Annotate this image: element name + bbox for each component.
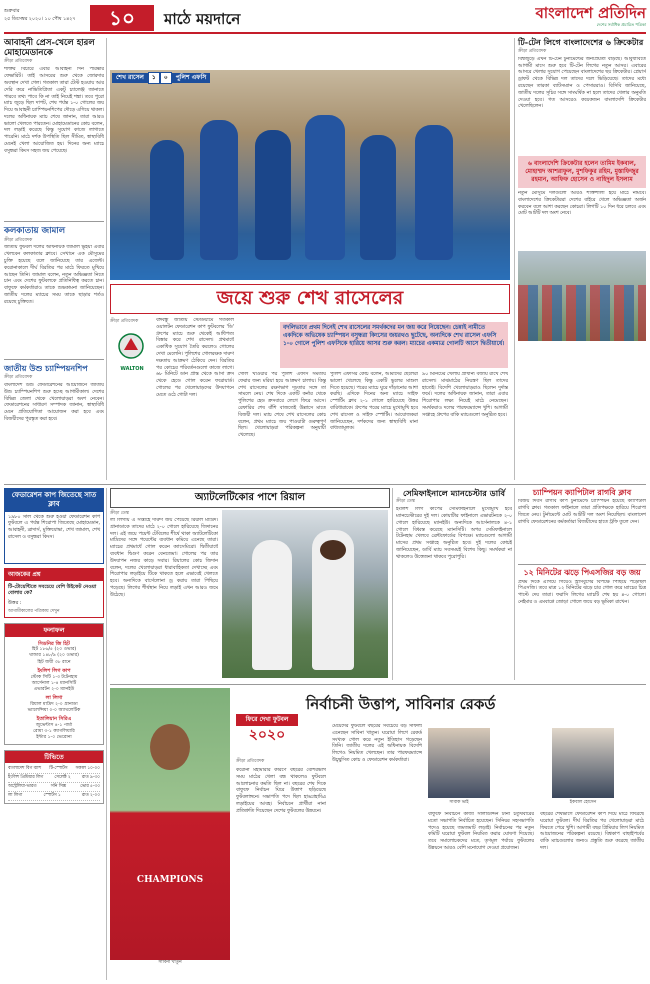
- quiz-box: [4, 568, 104, 618]
- score-away: ০: [160, 72, 172, 84]
- sponsor-name: WALTON: [120, 366, 144, 372]
- score-home: ১: [148, 72, 160, 84]
- issue-date: ২৫ ডিসেম্বর ২০২০। ১০ পৌষ ১৪২৭: [4, 17, 76, 22]
- fedcup-box-title: ফেডারেশন কাপ জিতেছে সাত ক্লাব: [4, 488, 104, 512]
- tv-row: [8, 783, 100, 792]
- feature-credit: ক্রীড়া প্রতিবেদক: [236, 759, 265, 764]
- tv-cell: ইংলিশ প্রিমিয়ার লিগ: [8, 775, 44, 781]
- feature-col-3: বাফুফে নির্বাচনে কাজী সালাউদ্দিন টানা চতুর্থবারের মতো সভাপতি নির্বাচিত হয়েছেন। সিনিয়র সহসভাপতি পদেও হয়েছে জমজমাট লড়াই। নির্বাচনের পর নতুন কমিটি ঘরোয়া ফুটবল নিয়মিত করার ঘোষণা দিয়েছে। তবে সমালোচকদের মতে, তৃণমূল পর্যায়ে ফুটবলের উন্নয়নে আরও বেশি মনোযোগ দেওয়া প্রয়োজন।: [428, 812, 534, 851]
- badge-year: ২০২০: [248, 727, 286, 744]
- lead-photo-celebration: [110, 70, 510, 280]
- article-t10-body-2: নতুন মৌসুমে দলগুলো আরও শক্তিশালী হয়ে মাঠে নামবে। বাংলাদেশের ক্রিকেটাররা দেশের বাইরে খেলে অভিজ্ঞতা অর্জন করবেন বলে আশা করছেন কোচরা। লিগটি ১০ দিন ধরে চলবে এবং মোট আটটি দল অংশ নেবে।: [518, 191, 646, 217]
- article-abahani-title: আবাহনী প্রেস-খেলে হারল মোহামেডানকে: [4, 38, 95, 59]
- results-line: থান্ডার ১৪৮/৯ (২০ ওভার): [29, 653, 79, 659]
- quiz-answer-label: উত্তর :: [8, 600, 22, 607]
- article-jamal-body: জাতীয় ফুটবল দলের অধিনায়ক জামাল ভূঁইয়া এবার খেলবেন কলকাতার ক্লাবে। সেখানে এক মৌসুমের চুক্তি হয়েছে বলে জানিয়েছে তার এজেন্ট। করোনাকালে দীর্ঘ বিরতির পর মাঠে ফিরতে মুখিয়ে আছেন তিনি। জামাল বলেন, নতুন অভিজ্ঞতা নিতে চান এবং দেশের ফুটবলকে প্রতিনিধিত্ব করতে চান। বাফুফে কর্মকর্তারাও তাকে শুভকামনা জানিয়েছেন। জাতীয় দলের ম্যাচের সময় তাকে ছাড়ার শর্তও রয়েছে চুক্তিতে।: [4, 245, 104, 305]
- psg-title: ১২ মিনিটের ঝড়ে পিএসজির বড় জয়: [523, 568, 641, 578]
- results-group-title: লা লিগা: [45, 695, 63, 702]
- lead-col-4: ৯০ মিনিটের খেলায় প্রাধান্য বজায় রাখে শেখ রাসেল। মাঝমাঠের নিয়ন্ত্রণ ছিল তাদের হাতেই। বিদেশি খেলোয়াড়রাও ছিলেন দুর্দান্ত ফর্মে। দলের অধিনায়ক জানান, তারা এবার শিরোপার লক্ষ্য নিয়েই মাঠে নেমেছেন। সমর্থকরাও দলের পারফরম্যান্সে খুশি। আগামী সপ্তাহে গ্রুপের বাকি ম্যাচগুলো অনুষ্ঠিত হবে।: [422, 372, 508, 418]
- real-credit: ক্রীড়া ডেস্ক: [110, 511, 129, 516]
- tv-row: [8, 765, 100, 774]
- left-column: [4, 38, 104, 480]
- score-away-team: পুলিশ এফসি: [172, 73, 211, 83]
- results-groups: [5, 637, 103, 744]
- article-t10-credit: ক্রীড়া প্রতিবেদক: [518, 48, 547, 54]
- rugby-title: চ্যাম্পিয়ন ক্যাপিটাল রাগবি ক্লাব: [532, 488, 632, 497]
- psg-body: প্রথম দিকে এগিয়ে গিয়েও স্ট্রাসবুর্গের বিপক্ষে পিছিয়ে পড়েছিল পিএসজি। তবে মাত্র ১২ মিনিটের ঝড়ে চার গোল করে ম্যাচের চিত্র পাল্টে দেয় তারা। ফরাসি লিগের ম্যাচটি শেষ হয় ৪-০ গোলে। নেইমার ও এমবাপ্পে জোড়া গোলে জয়ে বড় ভূমিকা রাখেন।: [518, 579, 646, 606]
- fedcup-box-body: ১৯৮০ সাল থেকে শুরু হওয়া ফেডারেশন কাপ ফুটবলে এ পর্যন্ত শিরোপা জিতেছে মোহামেডান, আবাহনী, ব্রাদার্স, মুক্তিযোদ্ধা, শেখ জামাল, শেখ রাসেল ও বসুন্ধরা কিংস।: [4, 512, 104, 564]
- rugby-body: বিজয় দিবস রাগবি কাপ টুর্নামেন্টে চ্যাম্পিয়ন হয়েছে ক্যাপিটাল রাগবি ক্লাব। গতকাল ফাইনালে তারা প্রতিপক্ষকে হারিয়ে শিরোপা জিতে নেয়। টুর্নামেন্টে মোট আটটি দল অংশ নিয়েছিল। বাংলাদেশ রাগবি ফেডারেশনের কর্মকর্তারা বিজয়ীদের হাতে ট্রফি তুলে দেন।: [518, 499, 646, 525]
- tv-row: [8, 774, 100, 783]
- right-lower-column: [518, 488, 646, 680]
- feature-headline: নির্বাচনী উত্তাপ, সাবিনার রেকর্ড: [306, 695, 496, 713]
- caption-sabina: সাবিনা খাতুন: [158, 960, 182, 965]
- tv-row: [8, 792, 100, 801]
- semifinal-article: [396, 488, 512, 680]
- tv-rows: [5, 763, 103, 802]
- section-title: মাঠে ময়দানে: [164, 10, 241, 28]
- article-wushu-credit: ক্রীড়া প্রতিবেদক: [4, 375, 33, 381]
- players-silhouettes: [130, 110, 490, 270]
- real-headline: অ্যাটলেটিকোর পাশে রিয়াল: [110, 488, 390, 508]
- results-line: হিট জয়ী ৩৮ রানে: [37, 659, 71, 665]
- portrait-1: [428, 728, 490, 798]
- results-line: ভ্যালেন্সিয়া ০-০ অ্যাথলেটিক: [27, 708, 81, 714]
- article-jamal-credit: ক্রীড়া প্রতিবেদক: [4, 237, 33, 243]
- results-line: রোমা ৩-১ ক্যাগলিয়ারি: [33, 729, 75, 735]
- tv-cell: স্পোর্টস ১: [43, 792, 61, 798]
- lead-col-3: পুলিশ এফসির কোচ বলেন, আমাদের ছেলেরা ভালো খেলেছে কিন্তু একটি ভুলের মাশুল দিতে হয়েছে। পরের ম্যাচে ঘুরে দাঁড়ানোর আশা করছি। এদিকে দিনের অন্য ম্যাচে সাইফ স্পোর্টিং ক্লাব ২-১ গোলে হারিয়েছে উত্তর বারিধারাকে। গ্রুপের পরের ম্যাচে মুখোমুখি হবে শেখ রাসেল ও সাইফ স্পোর্টিং। আয়োজকরা জানিয়েছেন, দর্শকদের জন্য স্বাস্থ্যবিধি মানা বাধ্যতামূলক।: [330, 372, 418, 432]
- tv-cell: রাত ৯-৩০: [81, 775, 100, 781]
- results-title: ফলাফল: [5, 624, 103, 637]
- score-tag: [112, 72, 210, 84]
- issue-day: শুক্রবার: [4, 8, 20, 14]
- tv-box: [4, 750, 104, 804]
- results-line: ইন্টার ১-০ ভেরোনা: [36, 735, 72, 741]
- page-number: ১০: [90, 5, 154, 31]
- results-line: এভারটন ২-০ ম্যানইউ: [33, 686, 75, 692]
- tv-cell: লা লিগা: [8, 792, 23, 798]
- results-line: স্টোক সিটি ১-৩ টটেনহাম: [30, 674, 78, 680]
- feature-col-1: করোনা মহামারীর কারণে বছরের বেশিরভাগ সময় মাঠের খেলা বন্ধ থাকলেও ফুটবলে আলোচনার কমতি ছিল না। বছরের শেষ দিকে বাফুফে নির্বাচন ঘিরে উত্তাপ ছড়িয়েছে ফুটবলাঙ্গনে। সভাপতি পদে ছিল হাড্ডাহাড্ডি লড়াইয়ের আবহ। নির্বাচনে প্রার্থীরা নানা প্রতিশ্রুতি দিয়েছেন দেশের ফুটবলের উন্নয়নে।: [236, 768, 326, 814]
- tv-cell: সনি সিক্স: [50, 783, 66, 789]
- brand-logo: [504, 4, 646, 32]
- real-madrid-article: [110, 488, 390, 680]
- caption-portrait-1: সাবাক ভাই: [449, 800, 469, 805]
- article-abahani-credit: ক্রীড়া প্রতিবেদক: [4, 59, 33, 65]
- lead-col-2: গোল খাওয়ার পর পুলিশ এফসি সমতায় ফেরার জন্য মরিয়া হয়ে আক্রমণ চালায়। কিন্তু শেখ রাসেলের রক্ষণভাগ দৃঢ়তার সঙ্গে তা সামলে নেয়। শেষ দিকে একটি কর্নার থেকে পুলিশের হেড ক্রসবারে লেগে ফিরে আসে। রেফারির শেষ বাঁশি বাজতেই উল্লাসে মাতে বিজয়ী দল। ম্যাচ শেষে শেখ রাসেলের কোচ বলেন, প্রথম ম্যাচে জয় পাওয়াটা গুরুত্বপূর্ণ ছিল। খেলোয়াড়রা পরিকল্পনা অনুযায়ী খেলেছে।: [238, 372, 326, 439]
- quiz-note: আগামীকালের পত্রিকায় দেখুন: [8, 608, 60, 614]
- badge-top: ফিরে দেখা ফুটবল: [236, 714, 298, 726]
- score-home-team: শেখ রাসেল: [112, 73, 148, 83]
- lead-article: [110, 318, 510, 480]
- semifinal-title: সেমিফাইনালে ম্যানচেস্টার ডার্বি: [402, 488, 506, 498]
- semifinal-body: ইংলিশ লিগ কাপের সেমিফাইনালে মুখোমুখি হবে ম্যানচেস্টারের দুই দল। কোয়ার্টার ফাইনালে এভারটনকে ২-০ গোলে হারিয়েছে ম্যানইউ। অন্যদিকে আর্সেনালকে ৪-১ গোলে বিধ্বস্ত করেছে ম্যানসিটি। অপর সেমিফাইনালে টটেনহাম খেলবে ব্রেন্টফোর্ডের বিপক্ষে। ম্যাচগুলো আগামী মাসের প্রথম সপ্তাহে অনুষ্ঠিত হবে। দুই দলের কোচই জানিয়েছেন, ডার্বি ম্যাচ সবসময়ই বিশেষ কিছু। সমর্থকরা না থাকলেও উত্তেজনা থাকবে পুরোপুরি।: [396, 507, 512, 560]
- results-group-title: সিডনির জি হিট: [38, 640, 70, 647]
- walton-federation-cup-logo: [112, 330, 150, 368]
- lead-col-1: বঙ্গবন্ধু জাতীয় স্টেডিয়ামে গতকাল ওয়ালটন ফেডারেশন কাপ ফুটবলের 'ডি' গ্রুপের ম্যাচে শুরু থেকেই আধিপত্য বিস্তার করে শেখ রাসেল। প্রথমার্ধে একাধিক সুযোগ তৈরি করলেও গোলের দেখা মেলেনি। পুলিশের গোলরক্ষক দারুণ দক্ষতায় আক্রমণ ঠেকিয়ে দেন। বিরতির পর কোচের পরিবর্তনগুলো কাজে লাগে। ৬৮ মিনিটে ডান প্রান্ত থেকে আসা ক্রস থেকে হেডে গোল করেন ফরোয়ার্ড। গোলের পর খেলোয়াড়দের উদযাপনে মেতে ওঠে গোটা দল।: [156, 318, 234, 398]
- feature-col-4: বছরের শেষভাগে ফেডারেশন কাপ দিয়ে মাঠে ফিরেছে ঘরোয়া ফুটবল। দীর্ঘ বিরতির পর খেলোয়াড়রা মাঠে ফিরতে পেরে খুশি। আগামী বছর প্রিমিয়ার লিগ নিয়মিত আয়োজনের পরিকল্পনা রয়েছে। বিশ্বকাপ বাছাইপর্বের বাকি ম্যাচগুলোর জন্যও প্রস্তুতি শুরু করেছে জাতীয় দল।: [540, 812, 644, 851]
- lead-intro: বদলিভাবে প্রথম দিনেই শেখ রাসেলের সমর্থকদের মন জয় করে নিয়েছেন। চেন্নাই নামীতে একদিকে অভিষেক চ্যাম্পিয়ন বসুন্ধরা কিংসের জয়রথও ছুটেছে, অন্যদিকে শেখ রাসেল এফসি ১-০ গোলে পুলিশ এফসিকে হারিয়ে আসর শুরু করল। ম্যাচের একমাত্র গোলটি আসে দ্বিতীয়ার্ধে।: [280, 322, 508, 368]
- article-wushu-body: বাংলাদেশ উশু ফেডারেশনের আয়োজনে জাতীয় উশু চ্যাম্পিয়নশিপ শুরু হচ্ছে আগামীকাল। দেশের বিভিন্ন জেলা থেকে খেলোয়াড়রা অংশ নেবেন। ফেডারেশনের সাধারণ সম্পাদক জানান, স্বাস্থ্যবিধি মেনে প্রতিযোগিতা আয়োজন করা হবে এবং বিজয়ীদের পুরস্কৃত করা হবে।: [4, 382, 104, 422]
- lead-credit: ক্রীড়া প্রতিবেদক: [110, 319, 139, 324]
- tv-cell: অস্ট্রেলিয়া-ভারত: [8, 783, 37, 789]
- tv-cell: বাংলাদেশ বিগ ব্যাশ: [8, 766, 42, 772]
- sabina-photo: CHAMPIONS সাবিনা খাতুন: [110, 688, 230, 968]
- results-line: আর্সেনাল ১-৪ ম্যানসিটি: [31, 680, 77, 686]
- semifinal-credit: ক্রীড়া ডেস্ক: [396, 499, 415, 505]
- results-box: [4, 623, 104, 745]
- tv-cell: সকাল ১০-০০: [75, 766, 100, 772]
- article-jamal-title: কলকাতায় জামাল: [4, 226, 66, 237]
- tv-cell: টি-স্পোর্টস: [49, 766, 68, 772]
- quiz-question: টি-টোয়েন্টিতে সবচেয়ে বেশি উইকেট নেওয়া বোলার কে?: [8, 583, 97, 597]
- results-line: হিট ১৮৬/৫ (২০ ওভার): [31, 647, 77, 653]
- real-players-photo: [222, 510, 388, 678]
- article-t10-body: বিশ্বজুড়ে এখন টি-টেন টুর্নামেন্টের জনপ্রিয়তা বাড়ছে। আবুধাবিতে আগামী মাসে শুরু হবে টি-টেন লিগের নতুন আসর। এবারের আসরে খেলার সুযোগ পেয়েছেন বাংলাদেশের ছয় ক্রিকেটার। প্লেয়ার্স ড্রাফট থেকে বিভিন্ন দল তাদের দলে ভিড়িয়েছে। তাদের মধ্যে রয়েছেন তারকা ব্যাটসম্যান ও পেসাররাও। বিসিবি জানিয়েছে, জাতীয় দলের সূচির সঙ্গে সাংঘর্ষিক না হলে তাদের খেলার অনুমতি দেওয়া হবে। গত আসরেও কয়েকজন বাংলাদেশি ক্রিকেটার খেলেছিলেন।: [518, 56, 646, 110]
- quiz-title: আজকের প্রশ্ন: [5, 569, 103, 581]
- results-group-title: ইতালিয়ান সিরিএ: [36, 716, 72, 723]
- brand-name: বাংলাদেশ প্রতিদিন: [535, 4, 646, 22]
- caption-portrait-2: ইকবাল হোসেন: [569, 800, 597, 805]
- left-sidebar: [4, 488, 104, 980]
- real-body: লা লিগায় এ সপ্তাহে দারুণ জয় পেয়েছে রিয়াল মাদ্রিদ। গ্রানাডাকে তাদের মাঠে ২-০ গোলে হারিয়েছে জিদানের দল। এই জয়ে পয়েন্ট টেবিলের শীর্ষে থাকা অ্যাটলেটিকো মাদ্রিদের সঙ্গে পয়েন্টের ব্যবধান কমিয়ে এনেছে তারা। ম্যাচের প্রথমার্ধে গোল করেন ক্যাসেমিরো। দ্বিতীয়ার্ধে ব্যবধান দ্বিগুণ করেন বেনজেমা। গোলের পর তার উদযাপন নজর কাড়ে সবার। রিয়ালের কোচ জিদান বলেন, দলের খেলোয়াড়রা ধারাবাহিকতা দেখাচ্ছে এবং শিরোপার লড়াইয়ে টিকে থাকতে হলে এভাবেই খেলতে হবে। অন্যদিকে বার্সেলোনা ড্র করায় তারা পিছিয়ে পড়েছে। লিগের শীর্ষস্থান নিয়ে লড়াই এখন আরও জমে উঠেছে।: [110, 518, 218, 598]
- tv-title: টিভিতে: [5, 751, 103, 764]
- tv-cell: রাত ২-০০: [81, 792, 100, 798]
- rugby-team-photo: [518, 251, 646, 341]
- feature-col-2: মেয়েদের ফুটবলে বছরের সবচেয়ে বড় সাফল্য এনেছেন সাবিনা খাতুন। ঘরোয়া লিগে রেকর্ড সংখ্যক গোল করে নতুন ইতিহাস গড়েছেন তিনি। জাতীয় দলের এই অধিনায়ক বিদেশি লিগেও নিয়মিত খেলছেন। তার পারফরম্যান্সে উচ্ছ্বসিত কোচ ও ফেডারেশন কর্মকর্তারা।: [332, 724, 422, 763]
- results-line: জুভেন্টাস ৪-১ পার্মা: [35, 723, 73, 729]
- brand-tagline: দেশের সর্বাধিক প্রচারিত পত্রিকা: [596, 22, 646, 27]
- article-wushu-title: জাতীয় উশু চ্যাম্পিয়নশিপ: [4, 363, 88, 374]
- results-line: রিয়াল মাদ্রিদ ২-০ গ্রানাডা: [30, 701, 78, 707]
- right-column: [518, 38, 646, 480]
- tv-cell: ভোর ৫-৩০: [80, 783, 100, 789]
- portrait-2: [552, 728, 614, 798]
- masthead: [4, 4, 646, 34]
- article-t10-title: টি-টেন লিগে বাংলাদেশের ৬ ক্রিকেটার: [518, 37, 644, 47]
- article-abahani-body: শক্তির বিচারে এবার আবাহনী দিন পরিষ্কার ফেভারিট। তাই আসরের শুরু থেকে জোরদার অবস্থান দেখা গেল। গতকাল তারা টেস্ট হওয়ায় আর দেরি করে নাভিতিপ্রিতা একটু চ্যালেঞ্জ জানাতে পারবে তথ্য পাবে কি না তাই নিয়েই শঙ্কা। তবে পুরো ম্যাচ জুড়ে ছিল দাপট, শেষ পর্যন্ত ১-০ গোলের জয় দিয়ে আবাহনী চ্যাম্পিয়নশিপের দৌড়ে এগিয়ে থাকল। দলের অধিনায়ক ম্যাচ শেষে জানান, তারা আরও ভালো খেলতে পারতেন। মোহামেডানের কোচ বলেন, দল লড়াই করেছে কিন্তু সুযোগ কাজে লাগাতে পারেনি। মাঠে দর্শক উপস্থিতি ছিল সীমিত, স্বাস্থ্যবিধি মেনেই খেলা আয়োজিত হয়। দিনের অন্য ম্যাচে বসুন্ধরা কিংস সহজ জয় পেয়েছে।: [4, 67, 104, 154]
- feature-article: [236, 688, 646, 980]
- results-group-title: ইংলিশ লিগ কাপ: [37, 667, 71, 674]
- tv-cell: সেলেক্ট ২: [54, 775, 71, 781]
- lead-headline-box: [110, 284, 510, 314]
- lead-headline: জয়ে শুরু শেখ রাসেলের: [216, 287, 404, 310]
- t10-pull-quote: ৬ বাংলাদেশি ক্রিকেটার হলেন তামিম ইকবাল, মোহাম্মদ আশরাফুল, মুশফিকুর রহিম, মুস্তাফিজুর রহমান, আফিফ হোসেন ও নাহিদুল ইসলাম: [518, 156, 646, 188]
